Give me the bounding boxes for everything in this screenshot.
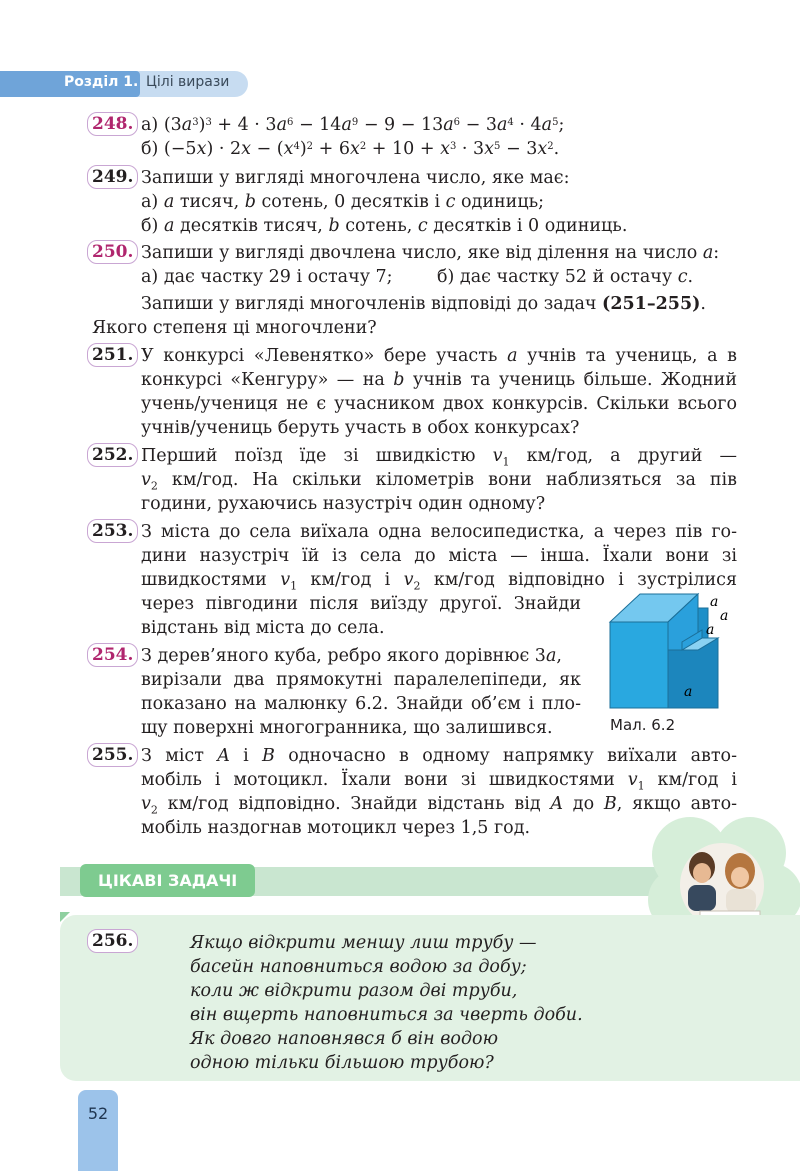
- section-label: Розділ 1.: [64, 74, 139, 90]
- task-251-line-1: У конкурсі «Левенятко» бере участь a учнів та учениць, а в: [141, 346, 738, 366]
- task-255-line-2: мобіль і мотоцикл. Їхали вони зі швидкостями $v_1$ км/год і: [141, 770, 737, 793]
- task-250-line-1: Запиши у вигляді двочлена число, яке від ділення на число a:: [141, 243, 720, 263]
- student-girl-body: [726, 889, 756, 913]
- task-252-line-3: години, рухаючись назустріч один одному?: [141, 494, 546, 514]
- task-250-line-b: б) дає частку 52 й остачу c.: [437, 267, 694, 287]
- task-number-250: 250.: [87, 240, 138, 264]
- topic-label: Цілі вирази: [146, 74, 230, 90]
- task-253-line-5: відстань від міста до села.: [141, 618, 385, 638]
- task-248-line-a: а) $(3a^3)^3 + 4 \cdot 3a^6 - 14a^9 - 9 - 13a^6 - 3a^4 \cdot 4a^5$;: [141, 115, 565, 135]
- task-253-line-2: дини назустріч їй із села до міста — інша. Їхали вони зі: [141, 546, 737, 566]
- poem-line-1: Якщо відкрити меншу лиш трубу —: [190, 933, 537, 953]
- task-253-line-3: швидкостями $v_1$ км/год і $v_2$ км/год відповідно і зустрілися: [141, 570, 737, 593]
- page-number-tab: [78, 1090, 118, 1171]
- poem-line-3: коли ж відкрити разом дві труби,: [190, 981, 518, 1001]
- task-249-line-a: а) a тисяч, b сотень, 0 десятків і c одиниць;: [141, 192, 544, 212]
- task-253-line-1: З міста до села виїхала одна велосипедистка, а через пів го-: [141, 522, 737, 542]
- task-number-251: 251.: [87, 343, 138, 367]
- cube-front-face: [610, 622, 668, 708]
- poem-line-4: він вщерть наповниться за чверть доби.: [190, 1005, 583, 1025]
- edge-label-2: a: [720, 608, 729, 624]
- task-number-248: 248.: [87, 112, 138, 136]
- box-corner-mark: [60, 912, 70, 922]
- task-248-line-b: б) $(-5x) \cdot 2x - (x^4)^2 + 6x^2 + 10 + x^3 \cdot 3x^5 - 3x^2$.: [141, 139, 560, 159]
- task-254-line-2: вирізали два прямокутні паралелепіпеди, як: [141, 670, 581, 690]
- task-number-254: 254.: [87, 643, 138, 667]
- task-number-252: 252.: [87, 443, 138, 467]
- task-number-249: 249.: [87, 165, 138, 189]
- interesting-tasks-label: ЦІКАВІ ЗАДАЧІ: [80, 864, 255, 897]
- edge-label-1: a: [710, 594, 719, 610]
- task-255-line-1: З міст A і B одночасно в одному напрямку виїхали авто-: [141, 746, 737, 766]
- intro-line-2: Якого степеня ці многочлени?: [92, 318, 377, 338]
- task-251-line-3: учень/учениця не є учасником двох конкурсів. Скільки всього: [141, 394, 737, 414]
- task-number-256: 256.: [87, 929, 138, 953]
- task-250-line-a: а) дає частку 29 і остачу 7;: [141, 267, 393, 287]
- task-number-253: 253.: [87, 519, 138, 543]
- student-boy-body: [688, 885, 716, 911]
- figure-cube: [602, 590, 752, 715]
- task-251-line-4: учнів/учениць беруть участь в обох конкурсах?: [141, 418, 580, 438]
- task-255-line-4: мобіль наздогнав мотоцикл через 1,5 год.: [141, 818, 531, 838]
- task-251-line-2: конкурсі «Кенгуру» — на b учнів та учениць більше. Жодний: [141, 370, 738, 390]
- page-number: 52: [87, 1104, 109, 1123]
- task-252-line-1: Перший поїзд їде зі швидкістю $v_1$ км/год, а другий —: [141, 446, 737, 469]
- task-255-line-3: $v_2$ км/год відповідно. Знайди відстань від A до B, якщо авто-: [141, 794, 738, 817]
- poem-line-2: басейн наповниться водою за добу;: [190, 957, 527, 977]
- task-254-line-3: показано на малюнку 6.2. Знайди об’єм і пло-: [141, 694, 581, 714]
- task-253-line-4: через півгодини після виїзду другої. Знайди: [141, 594, 581, 614]
- figure-caption: Мал. 6.2: [610, 716, 676, 734]
- edge-label-4: a: [684, 684, 693, 700]
- task-249-line-1: Запиши у вигляді многочлена число, яке має:: [141, 168, 570, 188]
- task-249-line-b: б) a десятків тисяч, b сотень, c десятків і 0 одиниць.: [141, 216, 628, 236]
- task-number-255: 255.: [87, 743, 138, 767]
- intro-line-1: Запиши у вигляді многочленів відповіді до задач (251–255).: [141, 294, 706, 314]
- edge-label-3: a: [706, 622, 715, 638]
- task-254-line-4: щу поверхні многогранника, що залишився.: [141, 718, 553, 738]
- task-254-line-1: З дерев’яного куба, ребро якого дорівнює 3a,: [141, 646, 562, 666]
- task-252-line-2: $v_2$ км/год. На скільки кілометрів вони наблизяться за пів: [141, 470, 737, 493]
- poem-line-5: Як довго наповнявся б він водою: [190, 1029, 498, 1049]
- poem-line-6: одною тільки більшою трубою?: [190, 1053, 494, 1073]
